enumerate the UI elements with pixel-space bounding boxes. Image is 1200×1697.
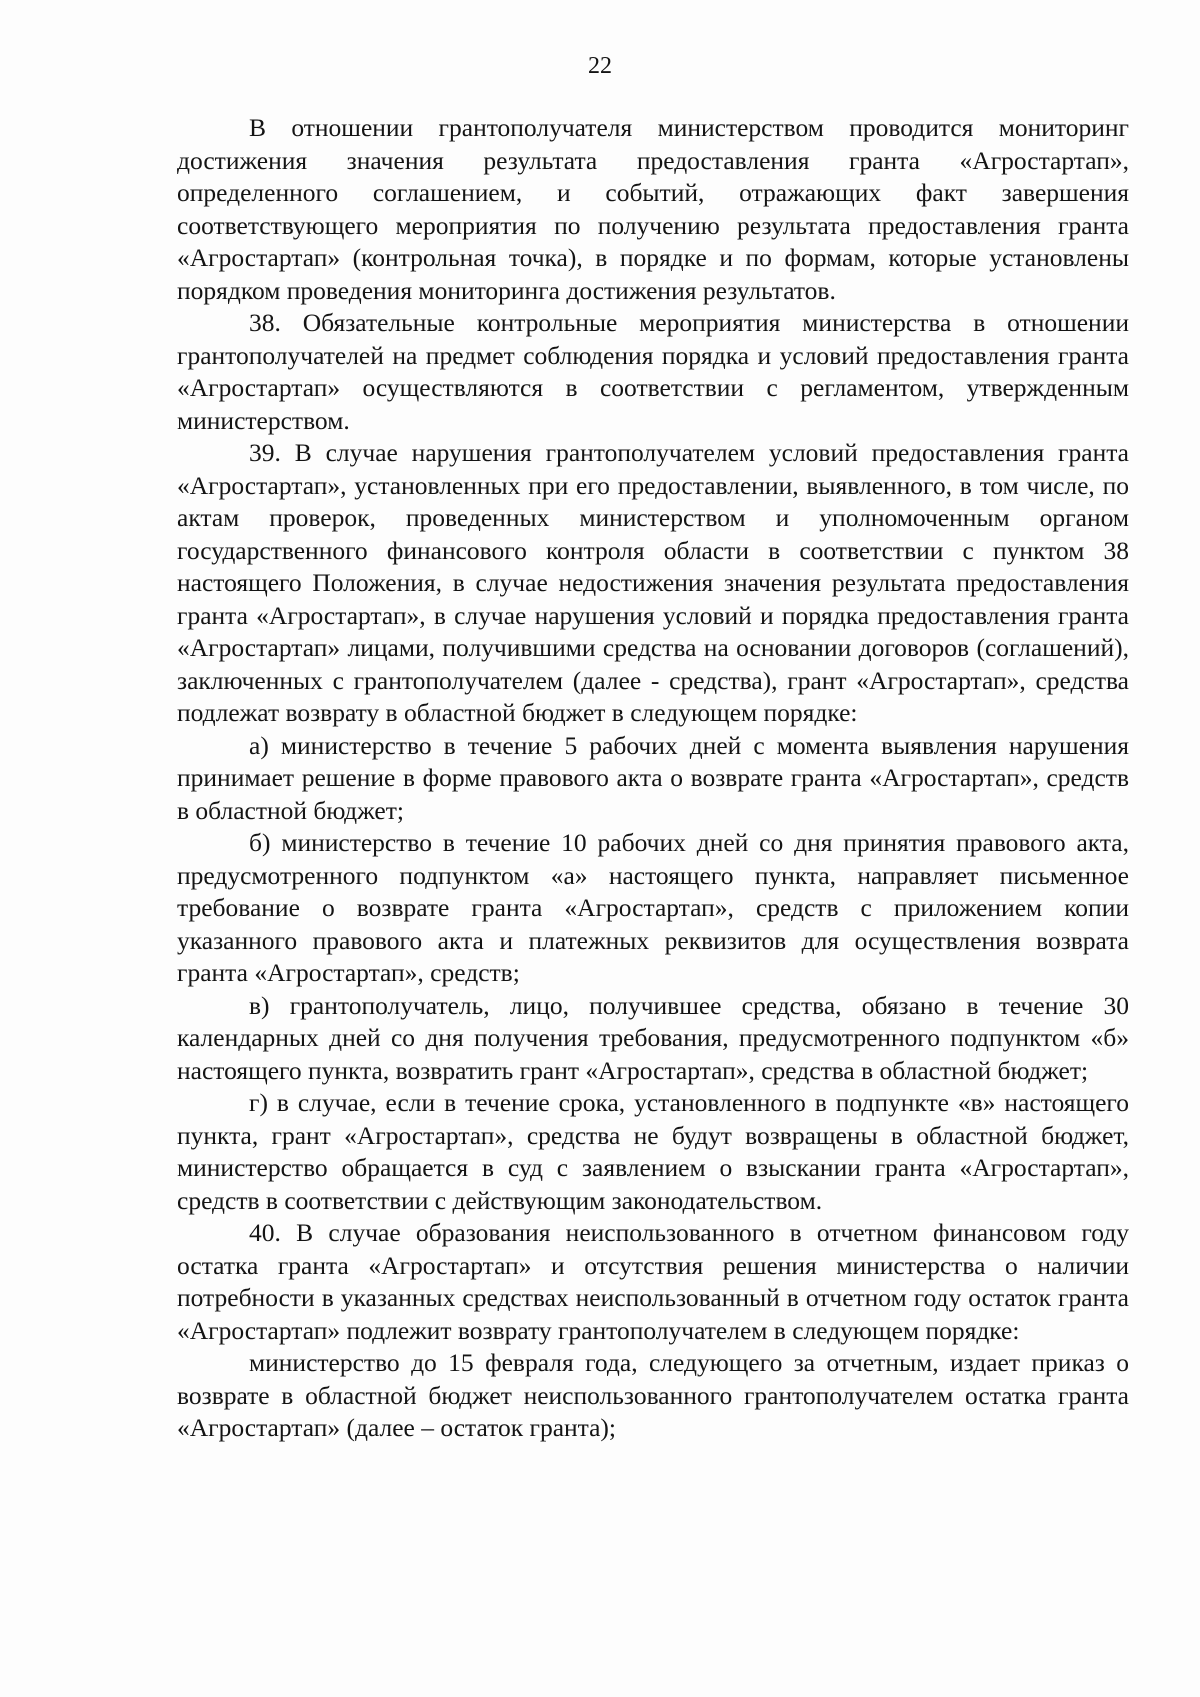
paragraph-39: 39. В случае нарушения грантополучателем условий предоставления гранта «Агростартап», установленных при его предоставлении, выявленного, в том числе, по актам проверок, проведенных министерством и уполномоченным органом государственного финансового контроля области в соответствии с пунктом 38 настоящего Положения, в случае недостижения значения результата предоставления гранта «Агростартап», в случае нарушения условий и порядка предоставления гранта «Агростартап» лицами, получившими средства на основании договоров (соглашений), заключенных с грантополучателем (далее - средства), грант «Агростартап», средства подлежат возврату в областной бюджет в следующем порядке: <box>177 438 1129 727</box>
subparagraph-v: в) грантополучатель, лицо, получившее средства, обязано в течение 30 календарных дней со дня получения требования, предусмотренного подпунктом «б» настоящего пункта, возвратить грант «Агростартап», средства в областной бюджет; <box>177 990 1129 1085</box>
document-body <box>177 112 1129 1445</box>
page-number: 22 <box>588 53 612 79</box>
paragraph-40-procedure: министерство до 15 февраля года, следующего за отчетным, издает приказ о возврате в областной бюджет неиспользованного грантополучателем остатка гранта «Агростартап» (далее – остаток гранта); <box>177 1348 1129 1442</box>
paragraph-38: 38. Обязательные контрольные мероприятия министерства в отношении грантополучателей на предмет соблюдения порядка и условий предоставления гранта «Агростартап» осуществляются в соответствии с регламентом, утвержденным министерством. <box>177 308 1129 435</box>
subparagraph-g: г) в случае, если в течение срока, установленного в подпункте «в» настоящего пункта, грант «Агростартап», средства не будут возвращены в областной бюджет, министерство обращается в суд с заявлением о взыскании гранта «Агростартап», средств в соответствии с действующим законодательством. <box>177 1088 1129 1215</box>
paragraph-40: 40. В случае образования неиспользованного в отчетном финансовом году остатка гранта «Агростартап» и отсутствия решения министерства о наличии потребности в указанных средствах неиспользованный в отчетном году остаток гранта «Агростартап» подлежит возврату грантополучателем в следующем порядке: <box>177 1218 1129 1345</box>
paragraph-monitoring: В отношении грантополучателя министерством проводится мониторинг достижения значения результата предоставления гранта «Агростартап», определенного соглашением, и событий, отражающих факт завершения соответствующего мероприятия по получению результата предоставления гранта «Агростартап» (контрольная точка), в порядке и по формам, которые установлены порядком проведения мониторинга достижения результатов. <box>177 113 1129 305</box>
subparagraph-b: б) министерство в течение 10 рабочих дней со дня принятия правового акта, предусмотренного подпунктом «а» настоящего пункта, направляет письменное требование о возврате гранта «Агростартап», средств с приложением копии указанного правового акта и платежных реквизитов для осуществления возврата гранта «Агростартап», средств; <box>177 828 1129 987</box>
subparagraph-a: а) министерство в течение 5 рабочих дней с момента выявления нарушения принимает решение в форме правового акта о возврате гранта «Агростартап», средств в областной бюджет; <box>177 730 1129 825</box>
